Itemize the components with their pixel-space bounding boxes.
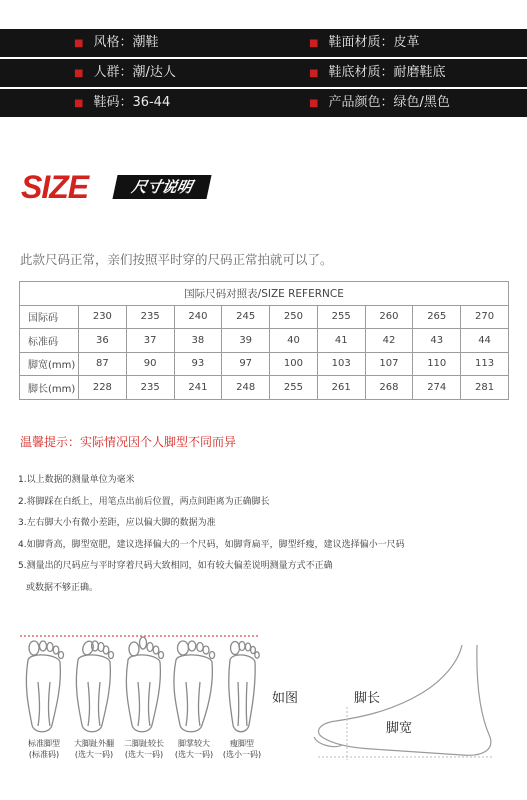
table-cell: 113 xyxy=(461,352,509,376)
row-label: 标准码 xyxy=(20,329,79,353)
table-cell: 240 xyxy=(174,305,222,329)
spec-band-size xyxy=(0,89,527,117)
foot-type-hint: (选大一码) xyxy=(174,750,214,759)
bullet-icon: ■ xyxy=(309,38,319,49)
table-cell: 38 xyxy=(174,329,222,353)
size-subtitle: 尺寸说明 xyxy=(112,175,211,199)
spec-style-text: 风格：潮鞋 xyxy=(93,35,159,50)
note-line: 3.左右脚大小有微小差距，应以偏大脚的数据为准 xyxy=(18,518,216,528)
table-cell: 235 xyxy=(126,305,174,329)
table-cell: 235 xyxy=(126,376,174,400)
bullet-icon: ■ xyxy=(309,98,319,109)
foot-type-name: 二脚趾较长 xyxy=(124,739,164,748)
foot-type-label xyxy=(18,738,70,760)
foot-type-name: 瘦脚型 xyxy=(230,739,254,748)
table-cell: 42 xyxy=(365,329,413,353)
table-title-row xyxy=(20,282,509,306)
size-table xyxy=(19,281,509,400)
table-row xyxy=(20,329,509,353)
size-title: SIZE xyxy=(21,169,89,205)
table-cell: 255 xyxy=(270,376,318,400)
spec-upper-material-text: 鞋面材质：皮革 xyxy=(328,35,420,50)
foot-outlines-graphic xyxy=(16,630,262,740)
foot-type-hint: (选小一码) xyxy=(222,750,262,759)
table-cell: 261 xyxy=(317,376,365,400)
foot-side-diagram xyxy=(262,645,527,770)
foot-length-label: 脚长 xyxy=(354,691,381,706)
table-cell: 274 xyxy=(413,376,461,400)
foot-type-label xyxy=(68,738,120,760)
table-cell: 40 xyxy=(270,329,318,353)
spec-sole-material-text: 鞋底材质：耐磨鞋底 xyxy=(328,65,446,80)
row-label: 脚长(mm) xyxy=(20,376,79,400)
row-label: 脚宽(mm) xyxy=(20,352,79,376)
table-cell: 43 xyxy=(413,329,461,353)
size-intro-text: 此款尺码正常，亲们按照平时穿的尺码正常拍就可以了。 xyxy=(20,252,333,267)
as-shown-label: 如图 xyxy=(272,691,299,706)
table-cell: 250 xyxy=(270,305,318,329)
table-cell: 36 xyxy=(79,329,127,353)
spec-band-style xyxy=(0,29,527,57)
table-row xyxy=(20,352,509,376)
foot-type-label xyxy=(216,738,268,760)
table-cell: 110 xyxy=(413,352,461,376)
measurement-notes xyxy=(18,470,405,599)
table-cell: 97 xyxy=(222,352,270,376)
spec-crowd-text: 人群：潮/达人 xyxy=(93,65,176,80)
note-line: 或数据不够正确。 xyxy=(26,582,99,593)
table-cell: 281 xyxy=(461,376,509,400)
table-cell: 255 xyxy=(317,305,365,329)
table-cell: 87 xyxy=(79,352,127,376)
foot-type-name: 大脚趾外翻 xyxy=(74,739,114,748)
table-cell: 228 xyxy=(79,376,127,400)
foot-type-hint: (选大一码) xyxy=(74,750,114,759)
foot-type-label xyxy=(168,738,220,760)
spec-size-range-text: 鞋码：36-44 xyxy=(93,95,171,110)
spec-size-range xyxy=(74,89,170,117)
table-cell: 93 xyxy=(174,352,222,376)
table-title: 国际尺码对照表/SIZE REFERNCE xyxy=(20,282,509,306)
table-cell: 265 xyxy=(413,305,461,329)
table-cell: 245 xyxy=(222,305,270,329)
bullet-icon: ■ xyxy=(74,98,84,109)
table-cell: 37 xyxy=(126,329,174,353)
spec-style xyxy=(74,29,158,57)
table-cell: 241 xyxy=(174,376,222,400)
table-row xyxy=(20,305,509,329)
table-cell: 100 xyxy=(270,352,318,376)
table-cell: 39 xyxy=(222,329,270,353)
bullet-icon: ■ xyxy=(74,38,84,49)
row-label: 国际码 xyxy=(20,305,79,329)
bullet-icon: ■ xyxy=(74,68,84,79)
spec-color xyxy=(309,89,450,117)
spec-color-text: 产品颜色：绿色/黑色 xyxy=(328,95,450,110)
warm-tip: 温馨提示：实际情况因个人脚型不同而异 xyxy=(20,435,237,449)
foot-type-hint: (标准码) xyxy=(28,750,60,759)
table-cell: 41 xyxy=(317,329,365,353)
foot-type-name: 标准脚型 xyxy=(28,739,60,748)
foot-side-graphic xyxy=(262,645,527,770)
table-cell: 107 xyxy=(365,352,413,376)
foot-width-label: 脚宽 xyxy=(386,721,413,736)
spec-sole-material xyxy=(309,59,445,87)
table-cell: 248 xyxy=(222,376,270,400)
note-line: 4.如脚背高，脚型宽肥，建议选择偏大的一个尺码，如脚背扁平，脚型纤瘦，建议选择偏小一尺码 xyxy=(18,539,405,550)
table-cell: 260 xyxy=(365,305,413,329)
note-line: 2.将脚踩在白纸上，用笔点出前后位置，两点间距离为正确脚长 xyxy=(18,496,270,507)
foot-type-illustrations xyxy=(16,630,262,780)
foot-type-hint: (选大一码) xyxy=(124,750,164,759)
table-cell: 270 xyxy=(461,305,509,329)
table-cell: 103 xyxy=(317,352,365,376)
spec-crowd xyxy=(74,59,176,87)
note-line: 1.以上数据的测量单位为毫米 xyxy=(18,475,135,485)
table-cell: 44 xyxy=(461,329,509,353)
table-cell: 90 xyxy=(126,352,174,376)
table-cell: 230 xyxy=(79,305,127,329)
spec-upper-material xyxy=(309,29,419,57)
foot-type-label xyxy=(118,738,170,760)
table-cell: 268 xyxy=(365,376,413,400)
foot-type-name: 脚掌较大 xyxy=(178,739,210,748)
table-row xyxy=(20,376,509,400)
note-line: 5.测量出的尺码应与平时穿着尺码大致相同，如有较大偏差说明测量方式不正确 xyxy=(18,561,333,571)
spec-band-crowd xyxy=(0,59,527,87)
bullet-icon: ■ xyxy=(309,68,319,79)
